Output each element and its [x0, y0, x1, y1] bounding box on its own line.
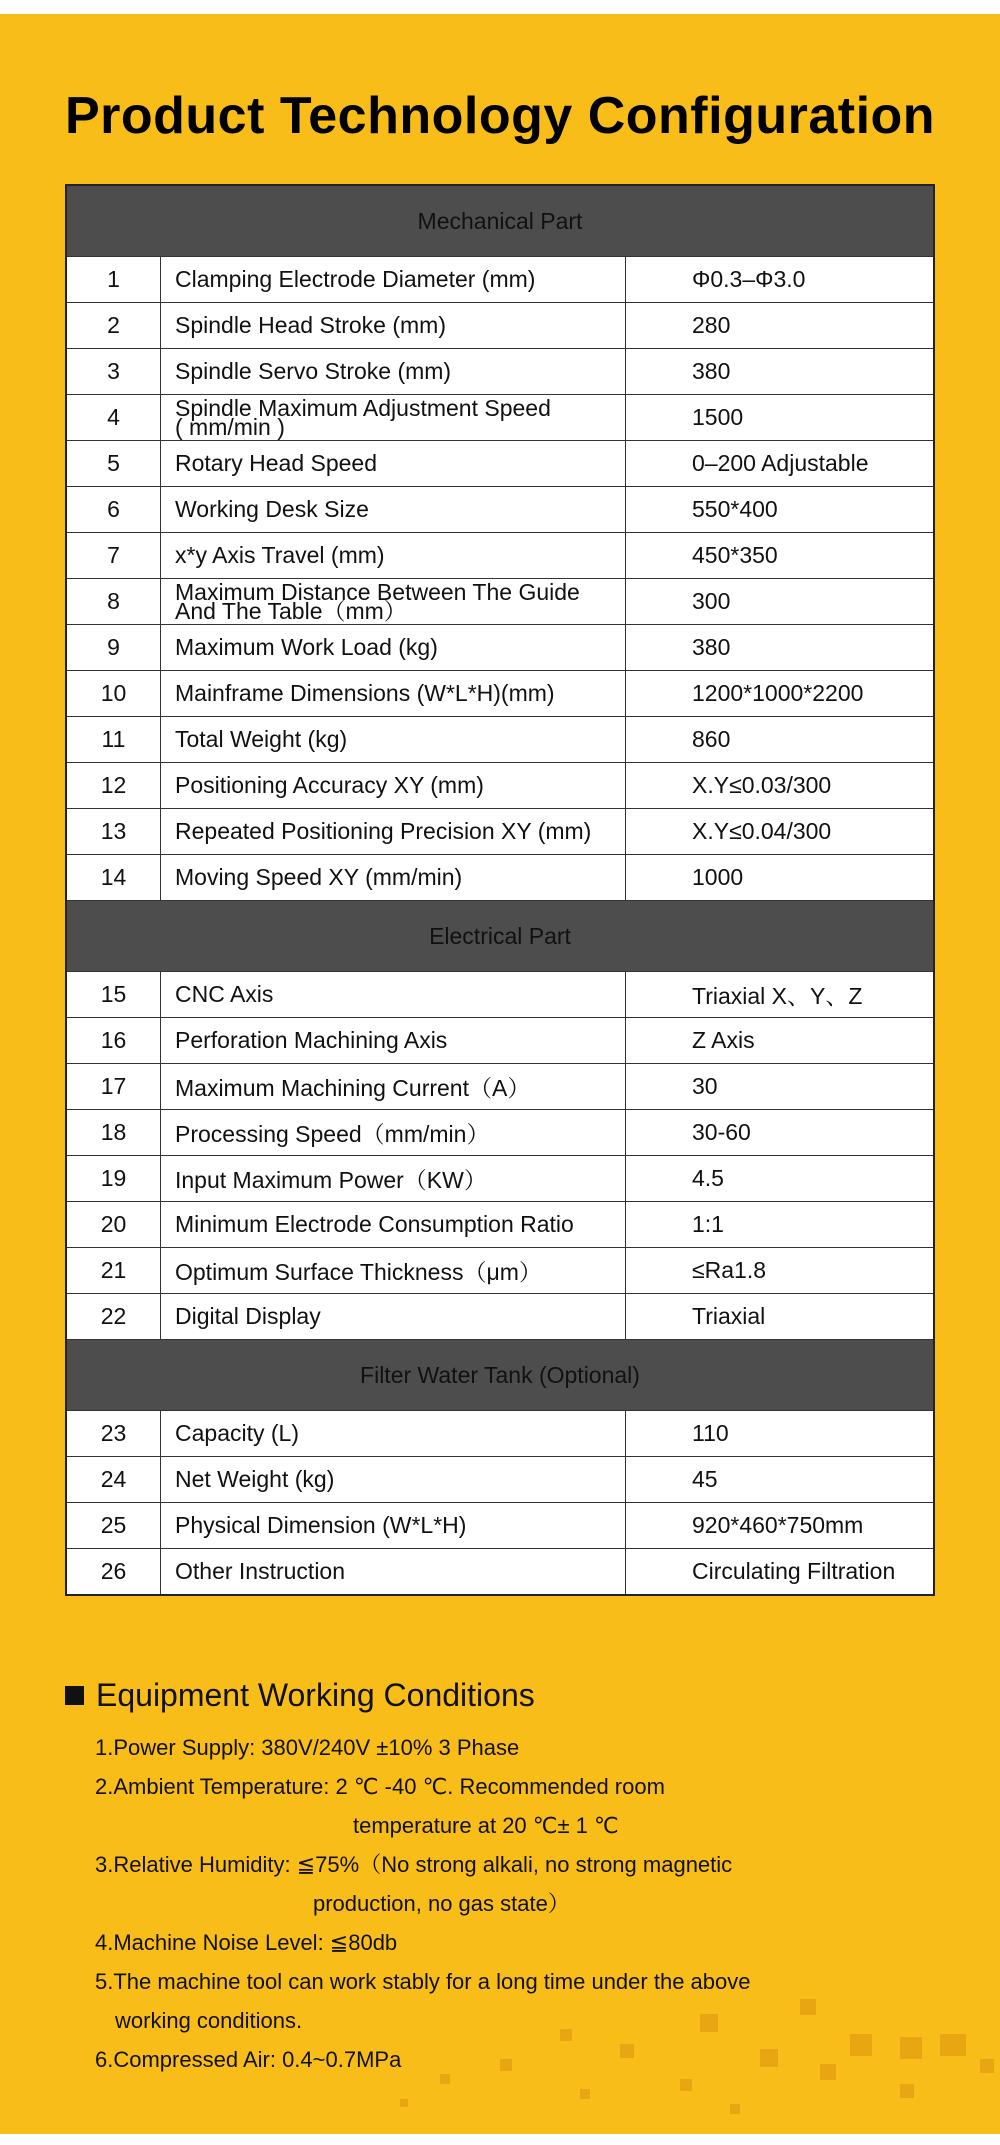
param-name-line2: And The Table（mm） [175, 597, 407, 624]
param-name: Rotary Head Speed [161, 441, 626, 487]
param-name: Maximum Machining Current（A） [161, 1064, 626, 1110]
table-row [66, 441, 934, 487]
param-name [161, 395, 626, 441]
param-value: Z Axis [626, 1018, 935, 1064]
row-number: 1 [66, 257, 161, 303]
row-number: 8 [66, 579, 161, 625]
table-row [66, 625, 934, 671]
row-number: 18 [66, 1110, 161, 1156]
param-name: Working Desk Size [161, 487, 626, 533]
param-name: Repeated Positioning Precision XY (mm) [161, 809, 626, 855]
param-name: x*y Axis Travel (mm) [161, 533, 626, 579]
param-value: 1000 [626, 855, 935, 901]
section-title: Electrical Part [66, 901, 934, 972]
decorative-pixel-squares [380, 1979, 1000, 2134]
row-number: 23 [66, 1411, 161, 1457]
param-name: Capacity (L) [161, 1411, 626, 1457]
table-row [66, 855, 934, 901]
condition-item: 2.Ambient Temperature: 2 ℃ -40 ℃. Recommended room [95, 1774, 665, 1799]
row-number: 14 [66, 855, 161, 901]
section-title: Mechanical Part [66, 185, 934, 257]
param-name: Input Maximum Power（KW） [161, 1156, 626, 1202]
condition-item-continued: working conditions. [115, 2008, 303, 2033]
table-row [66, 487, 934, 533]
page-title: Product Technology Configuration [64, 87, 936, 145]
param-value: 1200*1000*2200 [626, 671, 935, 717]
param-value: X.Y≤0.04/300 [626, 809, 935, 855]
param-name: Minimum Electrode Consumption Ratio [161, 1202, 626, 1248]
row-number: 6 [66, 487, 161, 533]
square-bullet-icon [65, 1686, 84, 1705]
param-name: Mainframe Dimensions (W*L*H)(mm) [161, 671, 626, 717]
table-row [66, 1202, 934, 1248]
param-value: ≤Ra1.8 [626, 1248, 935, 1294]
param-name: Spindle Head Stroke (mm) [161, 303, 626, 349]
condition-item: 4.Machine Noise Level: ≦80db [95, 1930, 398, 1955]
table-row [66, 1457, 934, 1503]
section-header-mechanical [66, 185, 934, 257]
row-number: 12 [66, 763, 161, 809]
spec-table [65, 184, 935, 1596]
param-value: 0–200 Adjustable [626, 441, 935, 487]
param-name: Optimum Surface Thickness（μm） [161, 1248, 626, 1294]
param-value: 380 [626, 349, 935, 395]
row-number: 17 [66, 1064, 161, 1110]
row-number: 26 [66, 1549, 161, 1596]
condition-item-continued: production, no gas state） [313, 1891, 570, 1916]
param-name: Spindle Servo Stroke (mm) [161, 349, 626, 395]
row-number: 3 [66, 349, 161, 395]
table-row [66, 671, 934, 717]
table-row [66, 1110, 934, 1156]
table-row [66, 395, 934, 441]
condition-item: 1.Power Supply: 380V/240V ±10% 3 Phase [95, 1735, 520, 1760]
section-header-filter-tank [66, 1340, 934, 1411]
param-name: Moving Speed XY (mm/min) [161, 855, 626, 901]
row-number: 7 [66, 533, 161, 579]
param-name [161, 579, 626, 625]
table-row [66, 1294, 934, 1340]
section-title: Filter Water Tank (Optional) [66, 1340, 934, 1411]
row-number: 10 [66, 671, 161, 717]
param-name: Physical Dimension (W*L*H) [161, 1503, 626, 1549]
param-value: 110 [626, 1411, 935, 1457]
table-row [66, 1064, 934, 1110]
param-value: 4.5 [626, 1156, 935, 1202]
param-value: 550*400 [626, 487, 935, 533]
row-number: 11 [66, 717, 161, 763]
table-row [66, 972, 934, 1018]
param-value: 280 [626, 303, 935, 349]
condition-item: 3.Relative Humidity: ≦75%（No strong alkali, no strong magnetic [95, 1852, 733, 1877]
param-value: X.Y≤0.03/300 [626, 763, 935, 809]
table-row [66, 579, 934, 625]
conditions-heading-row [65, 1677, 925, 1714]
row-number: 5 [66, 441, 161, 487]
param-value: 450*350 [626, 533, 935, 579]
table-row [66, 1248, 934, 1294]
param-name: CNC Axis [161, 972, 626, 1018]
param-value: Φ0.3–Φ3.0 [626, 257, 935, 303]
param-value: Circulating Filtration [626, 1549, 935, 1596]
row-number: 25 [66, 1503, 161, 1549]
table-row [66, 1018, 934, 1064]
table-row [66, 1411, 934, 1457]
row-number: 2 [66, 303, 161, 349]
condition-item-continued: temperature at 20 ℃± 1 ℃ [353, 1813, 619, 1838]
row-number: 4 [66, 395, 161, 441]
param-name-line1: Maximum Distance Between The Guide [175, 578, 580, 605]
table-row [66, 257, 934, 303]
param-name: Positioning Accuracy XY (mm) [161, 763, 626, 809]
table-row [66, 1156, 934, 1202]
param-name-line1: Spindle Maximum Adjustment Speed [175, 394, 551, 421]
row-number: 15 [66, 972, 161, 1018]
param-name: Maximum Work Load (kg) [161, 625, 626, 671]
param-value: 30-60 [626, 1110, 935, 1156]
param-value: 1:1 [626, 1202, 935, 1248]
table-row [66, 1549, 934, 1596]
param-value: 300 [626, 579, 935, 625]
table-row [66, 809, 934, 855]
table-row [66, 349, 934, 395]
row-number: 13 [66, 809, 161, 855]
table-row [66, 533, 934, 579]
param-name: Perforation Machining Axis [161, 1018, 626, 1064]
param-name: Other Instruction [161, 1549, 626, 1596]
param-name: Clamping Electrode Diameter (mm) [161, 257, 626, 303]
param-value: Triaxial [626, 1294, 935, 1340]
param-value: 45 [626, 1457, 935, 1503]
poster-background [0, 14, 1000, 2134]
param-name: Digital Display [161, 1294, 626, 1340]
param-value: 860 [626, 717, 935, 763]
row-number: 9 [66, 625, 161, 671]
param-name: Processing Speed（mm/min） [161, 1110, 626, 1156]
row-number: 21 [66, 1248, 161, 1294]
param-value: Triaxial X、Y、Z [626, 972, 935, 1018]
row-number: 22 [66, 1294, 161, 1340]
section-header-electrical [66, 901, 934, 972]
param-value: 1500 [626, 395, 935, 441]
row-number: 24 [66, 1457, 161, 1503]
row-number: 20 [66, 1202, 161, 1248]
param-value: 920*460*750mm [626, 1503, 935, 1549]
param-name-line2: ( mm/min ) [175, 413, 285, 440]
table-row [66, 303, 934, 349]
param-value: 380 [626, 625, 935, 671]
condition-item: 5.The machine tool can work stably for a long time under the above [95, 1969, 751, 1994]
row-number: 16 [66, 1018, 161, 1064]
condition-item: 6.Compressed Air: 0.4~0.7MPa [95, 2047, 402, 2072]
table-row [66, 763, 934, 809]
param-name: Net Weight (kg) [161, 1457, 626, 1503]
table-row [66, 717, 934, 763]
param-name: Total Weight (kg) [161, 717, 626, 763]
conditions-heading: Equipment Working Conditions [96, 1677, 535, 1713]
row-number: 19 [66, 1156, 161, 1202]
param-value: 30 [626, 1064, 935, 1110]
table-row [66, 1503, 934, 1549]
